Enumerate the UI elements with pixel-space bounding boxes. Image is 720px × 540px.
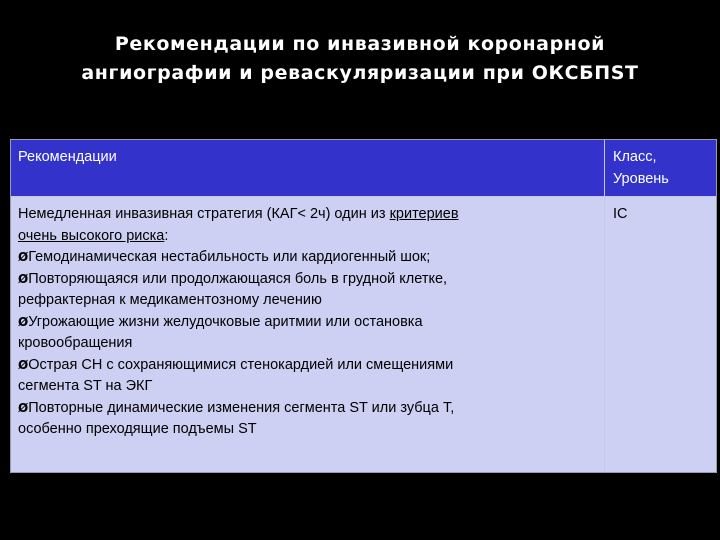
header-recommendations-label: Рекомендации [18,149,117,165]
list-item-continuation: кровообращения [18,335,133,351]
intro-line-1 [18,204,599,226]
class-level-cell [605,197,716,472]
bullet-arrow-icon: Ø [18,250,29,264]
intro-text: Немедленная инвазивная стратегия (КАГ< 2ч) один из [18,206,390,222]
list-item-continuation: сегмента ST на ЭКГ [18,378,153,394]
intro-line-2 [18,226,599,248]
header-recommendations [11,140,605,196]
list-item [18,247,599,269]
intro-colon: : [164,227,169,244]
list-item [18,398,599,420]
list-item [18,355,599,377]
list-item-continuation: рефрактерная к медикаментозному лечению [18,292,322,308]
very-high-risk-text: очень высокого риска [18,227,165,244]
bullet-arrow-icon: Ø [18,314,29,329]
title-line-2: ангиографии и реваскуляризации при ОКСБПST [81,62,639,84]
list-item-text: Гемодинамическая нестабильность или кардиогенный шок; [28,249,431,265]
list-item-text: Повторные динамические изменения сегмента ST или зубца T, [28,399,455,416]
list-item-text: Острая СН с сохраняющимися стенокардией или смещениями [28,356,454,373]
recommendation-cell [11,197,605,472]
list-item [18,269,599,291]
header-level-label: Уровень [613,170,669,187]
title-line-1: Рекомендации по инвазивной коронарной [114,33,606,55]
list-item-text: Угрожающие жизни желудочковые аритмии или остановка [28,313,423,330]
table-row [11,197,716,472]
class-level-value: IC [613,206,628,222]
bullet-arrow-icon: Ø [18,400,29,415]
list-item-continuation: особенно преходящие подъемы ST [18,421,257,437]
table-header-row [11,140,716,197]
recommendations-table [10,139,717,473]
slide-title [20,30,700,88]
header-class-label: Класс, [613,149,657,165]
header-class-level [605,140,716,196]
list-item-text: Повторяющаяся или продолжающаяся боль в грудной клетке, [28,270,448,287]
criteria-link-text: критериев [389,206,459,222]
bullet-arrow-icon: Ø [18,357,29,372]
bullet-arrow-icon: Ø [18,271,29,286]
list-item [18,312,599,334]
